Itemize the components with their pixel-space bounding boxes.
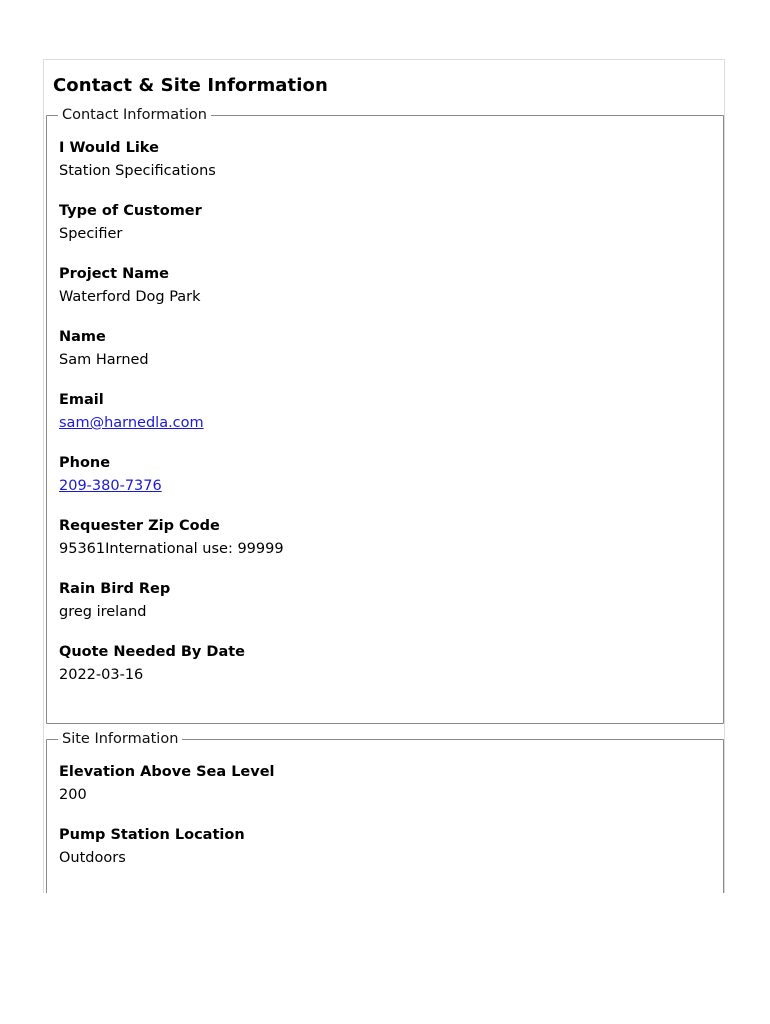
field-label: Pump Station Location: [59, 827, 245, 843]
field-value: Sam Harned: [59, 352, 149, 368]
field-phone: [59, 453, 711, 496]
field-label: I Would Like: [59, 140, 159, 156]
field-label: Project Name: [59, 266, 169, 282]
field-label: Email: [59, 392, 104, 408]
panel-title: Contact & Site Information: [53, 75, 328, 96]
field-pump-station-location: [59, 825, 711, 868]
field-value-container: [59, 476, 711, 496]
phone-link[interactable]: 209-380-7376: [59, 478, 162, 494]
contact-site-panel: [43, 59, 725, 893]
field-value: 2022-03-16: [59, 667, 144, 683]
field-label: Type of Customer: [59, 203, 202, 219]
field-label: Rain Bird Rep: [59, 581, 171, 597]
field-label: Elevation Above Sea Level: [59, 764, 275, 780]
contact-information-legend: Contact Information: [62, 107, 207, 123]
field-value: Outdoors: [59, 850, 126, 866]
field-value: Specifier: [59, 226, 123, 242]
site-information-legend: Site Information: [62, 731, 179, 747]
field-label: Phone: [59, 455, 111, 471]
field-label: Name: [59, 329, 106, 345]
field-project-name: [59, 264, 711, 307]
contact-information-group: [46, 107, 724, 724]
field-value: 95361International use: 99999: [59, 541, 284, 557]
field-value: Waterford Dog Park: [59, 289, 201, 305]
field-rain-bird-rep: [59, 579, 711, 622]
field-email: [59, 390, 711, 433]
email-link[interactable]: sam@harnedla.com: [59, 415, 204, 431]
field-value-container: [59, 413, 711, 433]
field-requester-zip-code: [59, 516, 711, 559]
field-elevation-above-sea-level: [59, 762, 711, 805]
field-value: Station Specifications: [59, 163, 216, 179]
field-quote-needed-by-date: [59, 642, 711, 685]
field-label: Quote Needed By Date: [59, 644, 246, 660]
field-name: [59, 327, 711, 370]
field-i-would-like: [59, 138, 711, 181]
site-information-group: [46, 731, 724, 893]
field-value: 200: [59, 787, 87, 803]
field-label: Requester Zip Code: [59, 518, 220, 534]
field-type-of-customer: [59, 201, 711, 244]
field-value: greg ireland: [59, 604, 147, 620]
